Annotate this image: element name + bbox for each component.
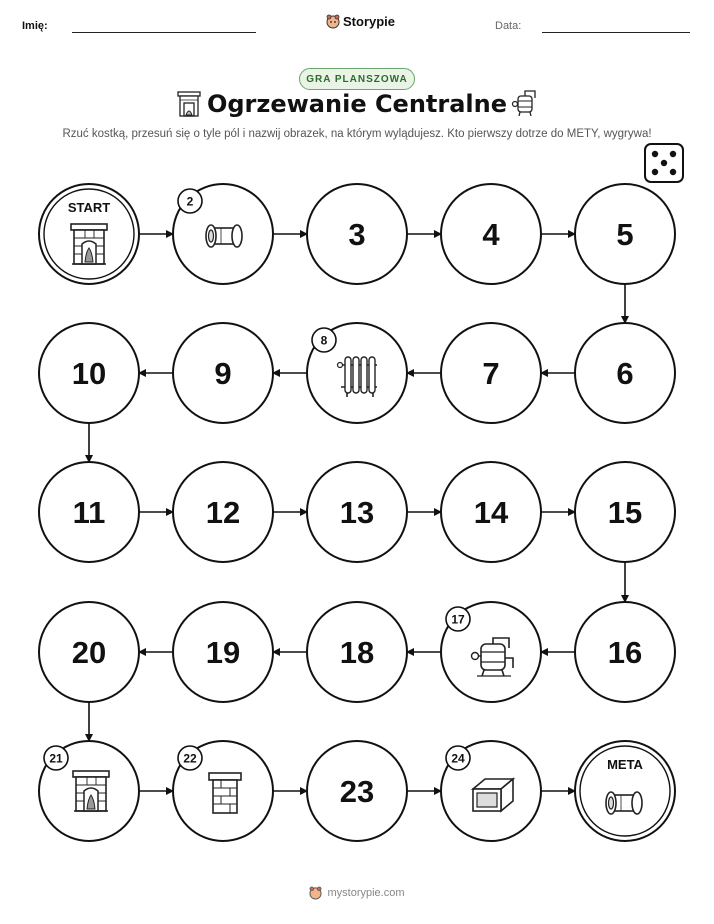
board-space-15 (575, 462, 675, 562)
board-space-4 (441, 184, 541, 284)
board-space-5 (575, 184, 675, 284)
board-space-21 (39, 741, 139, 841)
fireplace-icon (71, 224, 107, 264)
board-space-8 (307, 323, 407, 423)
board-space-24 (441, 741, 541, 841)
space-number-badge: 17 (451, 612, 465, 627)
start-space (39, 184, 139, 284)
board-space-16 (575, 602, 675, 702)
board-space-6 (575, 323, 675, 423)
space-number: 10 (71, 356, 107, 391)
pipe-icon (206, 225, 242, 247)
space-number: 16 (607, 635, 643, 670)
space-number-badge: 2 (186, 194, 194, 209)
board-space-2 (173, 184, 273, 284)
board-space-14 (441, 462, 541, 562)
board-space-9 (173, 323, 273, 423)
name-label: Imię: (22, 20, 48, 32)
finish-label: META (607, 757, 643, 772)
space-number-badge: 8 (320, 333, 328, 348)
pie-mascot-icon (309, 886, 322, 900)
space-number: 13 (339, 495, 375, 530)
pipe-icon (606, 792, 642, 814)
space-number: 18 (339, 635, 375, 670)
chimney-icon (209, 773, 241, 813)
space-number: 4 (482, 217, 500, 252)
space-number: 5 (616, 217, 634, 252)
brand-name: Storypie (343, 14, 396, 29)
instructions: Rzuć kostką, przesuń się o tyle pól i nazwij obrazek, na którym wylądujesz. Kto pierwszy dotrze do METY, wygrywa! (62, 128, 652, 140)
fireplace-icon (73, 771, 109, 811)
space-number: 19 (205, 635, 241, 670)
board-space-10 (39, 323, 139, 423)
space-number: 11 (72, 495, 106, 530)
space-number: 6 (616, 356, 634, 391)
board-space-20 (39, 602, 139, 702)
date-label: Data: (495, 20, 522, 32)
space-number: 7 (482, 356, 500, 391)
board-space-12 (173, 462, 273, 562)
space-number: 3 (348, 217, 366, 252)
space-number: 12 (205, 495, 241, 530)
board-space-11 (39, 462, 139, 562)
space-number-badge: 22 (183, 751, 197, 766)
board-space-13 (307, 462, 407, 562)
board-space-7 (441, 323, 541, 423)
board-space-3 (307, 184, 407, 284)
board-space-17 (441, 602, 541, 702)
space-number: 20 (71, 635, 107, 670)
page-title: Ogrzewanie Centralne (206, 90, 508, 118)
game-type-badge: GRA PLANSZOWA (299, 68, 415, 90)
space-number: 9 (214, 356, 232, 391)
finish-space (575, 741, 675, 841)
space-number: 15 (607, 495, 643, 530)
duct-icon (473, 779, 513, 811)
space-number-badge: 21 (49, 751, 63, 766)
footer (0, 886, 714, 900)
board-space-22 (173, 741, 273, 841)
start-label: START (67, 200, 111, 215)
board-space-19 (173, 602, 273, 702)
board-space-23 (307, 741, 407, 841)
board-space-18 (307, 602, 407, 702)
space-number: 14 (473, 495, 509, 530)
space-number-badge: 24 (451, 751, 465, 766)
space-number: 23 (339, 774, 375, 809)
footer-url: mystorypie.com (327, 887, 405, 899)
